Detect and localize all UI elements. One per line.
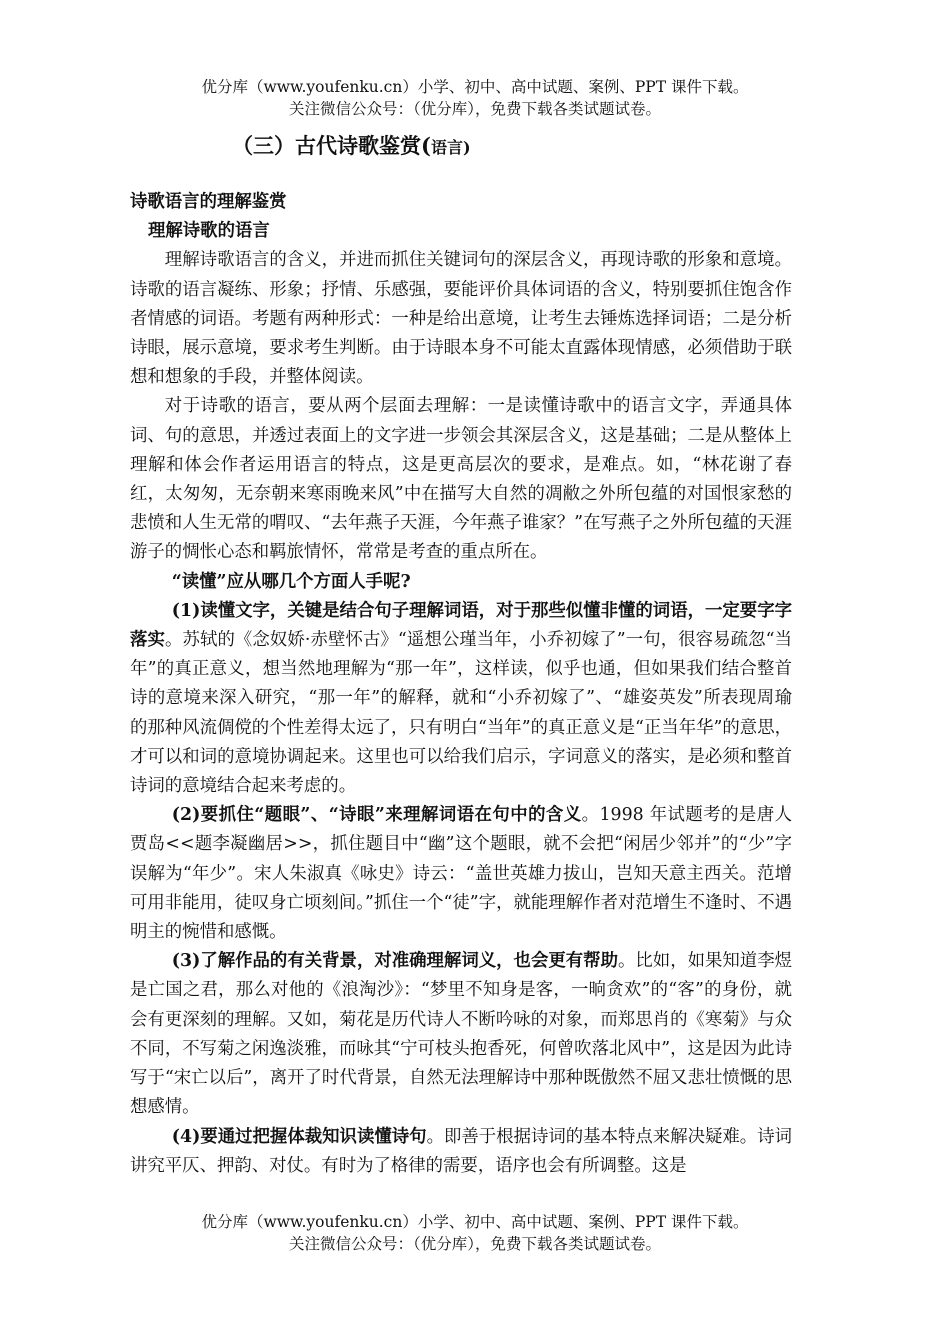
question-heading: “读懂”应从哪几个方面人手呢? xyxy=(171,571,411,592)
point-1-heading: (1)读懂文字，关键是结合句子理解词语，对于那些似懂非懂的词语，一定要字字落实 xyxy=(130,600,792,651)
subsection-heading: 理解诗歌的语言 xyxy=(148,221,270,242)
point-1-text: 。苏轼的《念奴娇·赤壁怀古》“遥想公瑾当年，小乔初嫁了”一句，很容易疏忽“当年”的真正意义，想当然地理解为“那一年”，这样读，似乎也通，但如果我们结合整首诗的意境来深入研究，“那一年”的解释，就和“小乔初嫁了”、“雄姿英发”所表现周瑜的那种风流倜傥的个性差得太远了，只有明白“当年”的真正意义是“正当年华”的意思，才可以和词的意境协调起来。这里也可以给我们启示，字词意义的落实，是必须和整首诗词的意境结合起来考虑的。 xyxy=(130,630,792,797)
page-header xyxy=(0,76,950,120)
page-footer xyxy=(0,1211,950,1255)
section-heading: 诗歌语言的理解鉴赏 xyxy=(130,192,287,212)
paragraph-5 xyxy=(130,947,792,1122)
point-3-heading: (3)了解作品的有关背景，对准确理解词义，也会更有帮助 xyxy=(171,951,618,972)
point-4-text: 。即善于根据诗词的基本特点来解决疑难。诗词讲究平仄、押韵、对仗。有时为了格律的需要，语序也会有所调整。这是 xyxy=(130,1126,792,1176)
point-2-heading: (2)要抓住“题眼”、“诗眼”来理解词语在句中的含义 xyxy=(171,805,582,826)
footer-line-2: 关注微信公众号：（优分库），免费下载各类试题试卷。 xyxy=(288,1235,661,1253)
paragraph-4 xyxy=(130,801,792,947)
footer-line-1: 优分库（www.youfenku.cn）小学、初中、高中试题、案例、PPT 课件下载。 xyxy=(201,1213,749,1231)
header-line-1: 优分库（www.youfenku.cn）小学、初中、高中试题、案例、PPT 课件下载。 xyxy=(201,78,749,96)
header-line-2: 关注微信公众号：（优分库），免费下载各类试题试卷。 xyxy=(288,100,661,118)
point-3-text: 。比如，如果知道李煜是亡国之君，那么对他的《浪淘沙》：“梦里不知身是客，一晌贪欢”的“客”的身份，就会有更深刻的理解。又如，菊花是历代诗人不断吟咏的对象，而郑思肖的《寒菊》与众不同，不写菊之闲逸淡雅，而咏其“宁可枝头抱香死，何曾吹落北风中”，这是因为此诗写于“宋亡以后”，离开了时代背景，自然无法理解诗中那种既傲然不屈又悲壮愤慨的思想感情。 xyxy=(130,951,792,1118)
document-title xyxy=(232,130,471,160)
paragraph-2: 对于诗歌的语言，要从两个层面去理解：一是读懂诗歌中的语言文字，弄通具体词、句的意思，并透过表面上的文字进一步领会其深层含义，这是基础；二是从整体上理解和体会作者运用语言的特点，这是更高层次的要求，是难点。如，“林花谢了春红，太匆匆，无奈朝来寒雨晚来风”中在描写大自然的凋敝之外所包蕴的对国恨家愁的悲愤和人生无常的喟叹、“去年燕子天涯，今年燕子谁家？”在写燕子之外所包蕴的天涯游子的惆怅心态和羁旅情怀，常常是考查的重点所在。 xyxy=(130,396,792,563)
paragraph-3 xyxy=(130,597,792,801)
title-main: （三）古代诗歌鉴赏( xyxy=(232,133,431,158)
point-2-text: 。1998 年试题考的是唐人贾岛<<题李凝幽居>>，抓住题目中“幽”这个题眼，就不会把“闲居少邻并”的“少”字误解为“年少”。宋人朱淑真《咏史》诗云：“盖世英雄力拔山，岂知天意主西关。范增可用非能用，徒叹身亡顷刻间。”抓住一个“徒”字，就能理解作者对范增生不逢时、不遇明主的惋惜和感慨。 xyxy=(130,805,792,943)
paragraph-1: 理解诗歌语言的含义，并进而抓住关键词句的深层含义，再现诗歌的形象和意境。诗歌的语言凝练、形象；抒情、乐感强，要能评价具体词语的含义，特别要抓住饱含作者情感的词语。考题有两种形式：一种是给出意境，让考生去锤炼选择词语；二是分析诗眼，展示意境，要求考生判断。由于诗眼本身不可能太直露体现情感，必须借助于联想和想象的手段，并整体阅读。 xyxy=(130,250,792,388)
paragraph-6 xyxy=(130,1123,792,1181)
document-body xyxy=(130,188,792,1181)
title-suffix: 语言) xyxy=(430,138,471,157)
point-4-heading: (4)要通过把握体裁知识读懂诗句 xyxy=(171,1126,427,1147)
